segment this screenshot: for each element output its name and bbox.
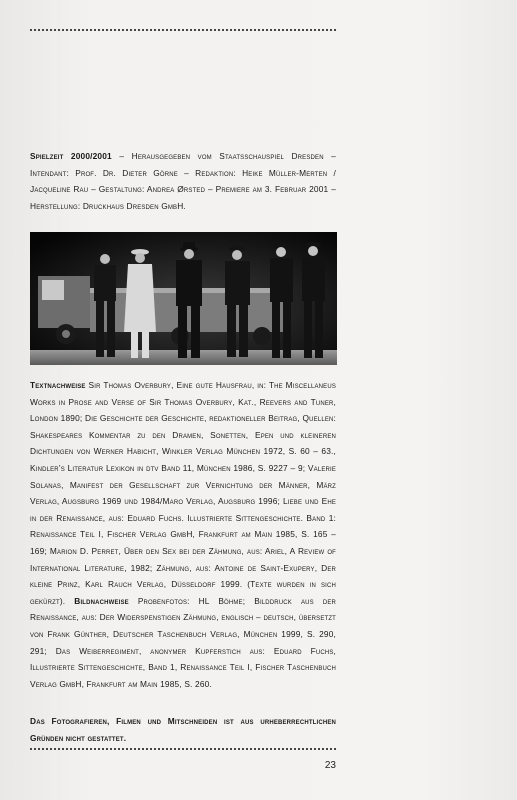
sources-paragraph	[30, 377, 336, 692]
text-sources-body: Sir Thomas Overbury, Eine gute Hausfrau, in: The Miscellaneus Works in Prose and Verse of Sir Thomas Overbury, Kat., Reevers and Tuner, London 1890; Die Geschichte der Geschichte, redaktioneller Beitrag, Quellen: Shakespeares Kommentar zu den Dramen, Sonetten, Epen und kleineren Dichtungen von Werner Habicht, Winkler Verlag München 1972, S. 60 – 63., Kindler’s Literatur Lexikon in dtv Band 11, München 1986, S. 9227 – 9; Valerie Solanas, Manifest der Gesellschaft zur Vernichtung der Männer, März Verlag, Augsburg 1969 und 1984/Maro Verlag, Augsburg 1996; Liebe und Ehe in der Renaissance, aus: Eduard Fuchs. Illustrierte Sittengeschichte. Band 1: Renaissance Teil I, Fischer Verlag GmbH, Frankfurt am Main 1985, S. 165 – 169; Marion D. Perret, Über den Sex bei der Zähmung, aus: Ariel, A Review of International Literature, 1982; Zähmung, aus: Antoine de Saint-Exupery, Der kleine Prinz, Karl Rauch Verlag, Düsseldorf 1999. (Texte wurden in sich gekürzt).	[30, 380, 336, 606]
text-sources-heading: Textnachweise	[30, 380, 86, 390]
credits-heading: Spielzeit 2000/2001	[30, 151, 112, 161]
top-dotted-rule	[30, 29, 336, 31]
image-sources-heading: Bildnachweise	[74, 595, 129, 606]
image-sources-body: Probenfotos: HL Böhme; Bilddruck aus der Renaissance, aus: Der Widerspenstigen Zähmung, englisch – deutsch, übersetzt von Frank Günther, Deutscher Taschenbuch Verlag, München 1999, S. 290, 291; Das Weiberregiment, anonymer Kupferstich aus: Eduard Fuchs, Illustrierte Sittengeschichte, Band 1, Renaissance Teil I, Fischer Taschenbuch Verlag GmbH, Frankfurt am Main 1985, S. 260.	[30, 595, 336, 689]
copyright-notice: Das Fotografieren, Filmen und Mitschneiden ist aus urheberrechtlichen Gründen nicht gestattet.	[30, 716, 336, 743]
stage-photo-icon	[30, 232, 337, 365]
credits-paragraph	[30, 148, 336, 214]
bottom-dotted-rule	[30, 748, 336, 750]
credits-text: – Herausgegeben vom Staatsschauspiel Dresden – Intendant: Prof. Dr. Dieter Görne – Redaktion: Heike Müller-Merten / Jacqueline Rau – Gestaltung: Andrea Ørsted – Premiere am 3. Februar 2001 – Herstellung: Druckhaus Dresden GmbH.	[30, 151, 336, 211]
stage-photo	[30, 232, 337, 365]
page-number: 23	[324, 760, 336, 771]
